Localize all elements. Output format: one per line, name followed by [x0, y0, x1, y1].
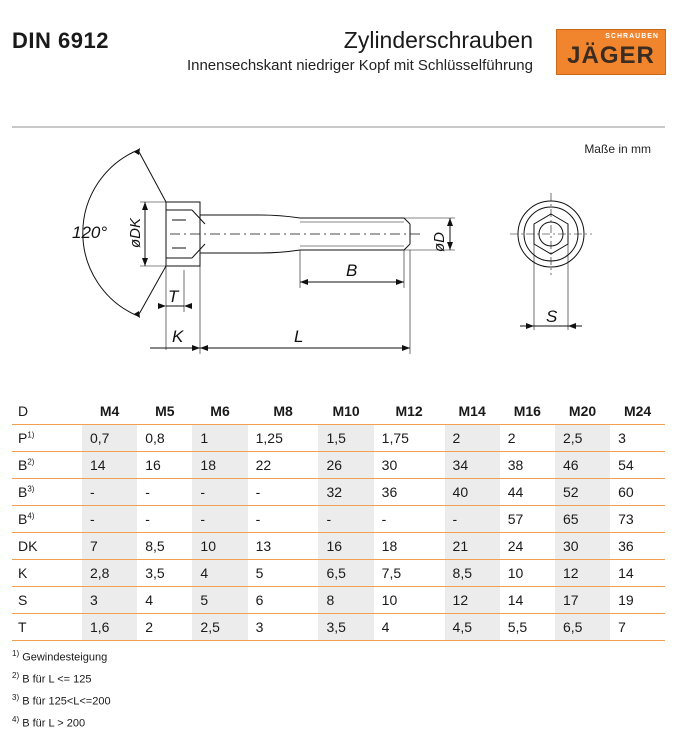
table-cell: 1,5: [318, 425, 373, 452]
table-cell: 2,5: [192, 614, 247, 641]
table-cell: 24: [500, 533, 555, 560]
size-header: M4: [82, 398, 137, 425]
table-cell: -: [192, 506, 247, 533]
row-label: $P^{1)}$: [12, 425, 82, 452]
angle-label: 120°: [72, 223, 108, 242]
table-cell: 1,6: [82, 614, 137, 641]
table-cell: 3: [82, 587, 137, 614]
table-cell: 4: [374, 614, 445, 641]
logo-main-text: JÄGER: [567, 42, 655, 69]
table-cell: 34: [445, 452, 500, 479]
table-cell: -: [82, 479, 137, 506]
page-subtitle: Innensechskant niedriger Kopf mit Schlüsselführung: [186, 57, 533, 74]
table-cell: 8,5: [445, 560, 500, 587]
k-label: K: [172, 327, 184, 346]
table-cell: 2: [445, 425, 500, 452]
size-header: M24: [610, 398, 665, 425]
table-cell: -: [248, 479, 319, 506]
table-cell: -: [82, 506, 137, 533]
table-row: [12, 425, 665, 452]
table-cell: 22: [248, 452, 319, 479]
row-label: DK: [12, 533, 82, 560]
s-label: S: [546, 307, 558, 326]
table-cell: 18: [374, 533, 445, 560]
footnotes: [12, 645, 111, 734]
table-cell: 17: [555, 587, 610, 614]
size-header: M10: [318, 398, 373, 425]
table-row: [12, 614, 665, 641]
table-row: [12, 506, 665, 533]
doc-number: DIN 6912: [12, 28, 109, 53]
table-cell: 54: [610, 452, 665, 479]
table-cell: 18: [192, 452, 247, 479]
table-cell: 26: [318, 452, 373, 479]
table-cell: 65: [555, 506, 610, 533]
table-cell: 0,8: [137, 425, 192, 452]
row-label: T: [12, 614, 82, 641]
table-cell: 12: [445, 587, 500, 614]
table-cell: 40: [445, 479, 500, 506]
footnote: $^{1)}$ Gewindesteigung: [12, 649, 108, 664]
table-row: [12, 560, 665, 587]
table-cell: 6,5: [318, 560, 373, 587]
table-cell: 5,5: [500, 614, 555, 641]
table-cell: 14: [82, 452, 137, 479]
d-label: øD: [431, 232, 448, 252]
table-row: [12, 587, 665, 614]
table-cell: 36: [610, 533, 665, 560]
size-header: M16: [500, 398, 555, 425]
table-row: [12, 452, 665, 479]
table-cell: -: [318, 506, 373, 533]
table-header-row: [12, 398, 665, 425]
table-cell: 5: [248, 560, 319, 587]
table-cell: 3,5: [318, 614, 373, 641]
row-label: $B^{4)}$: [12, 506, 82, 533]
table-cell: 8: [318, 587, 373, 614]
table-cell: 46: [555, 452, 610, 479]
logo-top-text: SCHRAUBEN: [605, 33, 659, 40]
table-corner: D: [12, 398, 82, 425]
header: [0, 0, 675, 110]
table-cell: 12: [555, 560, 610, 587]
table-cell: 16: [137, 452, 192, 479]
table-cell: 5: [192, 587, 247, 614]
table-cell: 3,5: [137, 560, 192, 587]
table-cell: 2: [500, 425, 555, 452]
brand-logo: [556, 29, 666, 75]
table-cell: 60: [610, 479, 665, 506]
table-cell: 3: [610, 425, 665, 452]
table-cell: 44: [500, 479, 555, 506]
table-cell: 4,5: [445, 614, 500, 641]
size-header: M6: [192, 398, 247, 425]
row-label: S: [12, 587, 82, 614]
row-label: $B^{2)}$: [12, 452, 82, 479]
technical-drawing: [0, 130, 675, 370]
table-cell: 6,5: [555, 614, 610, 641]
page-title: Zylinderschrauben: [343, 27, 533, 53]
table-cell: 38: [500, 452, 555, 479]
size-header: M12: [374, 398, 445, 425]
table-row: [12, 533, 665, 560]
table-cell: 14: [610, 560, 665, 587]
row-label: K: [12, 560, 82, 587]
table-cell: 19: [610, 587, 665, 614]
table-cell: 52: [555, 479, 610, 506]
table-cell: 4: [192, 560, 247, 587]
t-label: T: [168, 287, 179, 306]
footnote: $^{2)}$ B für L <= 125: [12, 671, 92, 686]
units-note: Maße in mm: [584, 142, 651, 156]
table-cell: 2,8: [82, 560, 137, 587]
table-cell: 1: [192, 425, 247, 452]
table-body: [12, 425, 665, 641]
b-label: B: [346, 261, 358, 280]
table-cell: 0,7: [82, 425, 137, 452]
table-cell: 2: [137, 614, 192, 641]
table-cell: 2,5: [555, 425, 610, 452]
table-row: [12, 479, 665, 506]
table-cell: 1,75: [374, 425, 445, 452]
table-cell: 7: [82, 533, 137, 560]
row-label: $B^{3)}$: [12, 479, 82, 506]
dk-label: øDK: [127, 218, 144, 248]
table-cell: 10: [192, 533, 247, 560]
table-cell: 1,25: [248, 425, 319, 452]
table-cell: 36: [374, 479, 445, 506]
table-cell: 32: [318, 479, 373, 506]
table-cell: 3: [248, 614, 319, 641]
table-cell: 21: [445, 533, 500, 560]
table-cell: 4: [137, 587, 192, 614]
table-cell: 14: [500, 587, 555, 614]
table-cell: 7,5: [374, 560, 445, 587]
dimension-table: [12, 398, 665, 641]
footnote: $^{3)}$ B für 125<L<=200: [12, 693, 111, 708]
table-cell: 7: [610, 614, 665, 641]
table-cell: 13: [248, 533, 319, 560]
table-cell: 16: [318, 533, 373, 560]
table-cell: 8,5: [137, 533, 192, 560]
footnote: $^{4)}$ B für L > 200: [12, 715, 86, 731]
table-cell: -: [137, 479, 192, 506]
table-cell: 6: [248, 587, 319, 614]
size-header: M8: [248, 398, 319, 425]
table-cell: 30: [374, 452, 445, 479]
table-cell: -: [374, 506, 445, 533]
size-header: M14: [445, 398, 500, 425]
size-header: M5: [137, 398, 192, 425]
table-cell: -: [192, 479, 247, 506]
table-cell: -: [248, 506, 319, 533]
table-cell: 73: [610, 506, 665, 533]
table-cell: 57: [500, 506, 555, 533]
table-cell: 10: [374, 587, 445, 614]
l-label: L: [294, 327, 304, 346]
header-divider: [12, 126, 665, 128]
table-cell: 30: [555, 533, 610, 560]
table-cell: -: [137, 506, 192, 533]
table-cell: -: [445, 506, 500, 533]
size-header: M20: [555, 398, 610, 425]
table-cell: 10: [500, 560, 555, 587]
